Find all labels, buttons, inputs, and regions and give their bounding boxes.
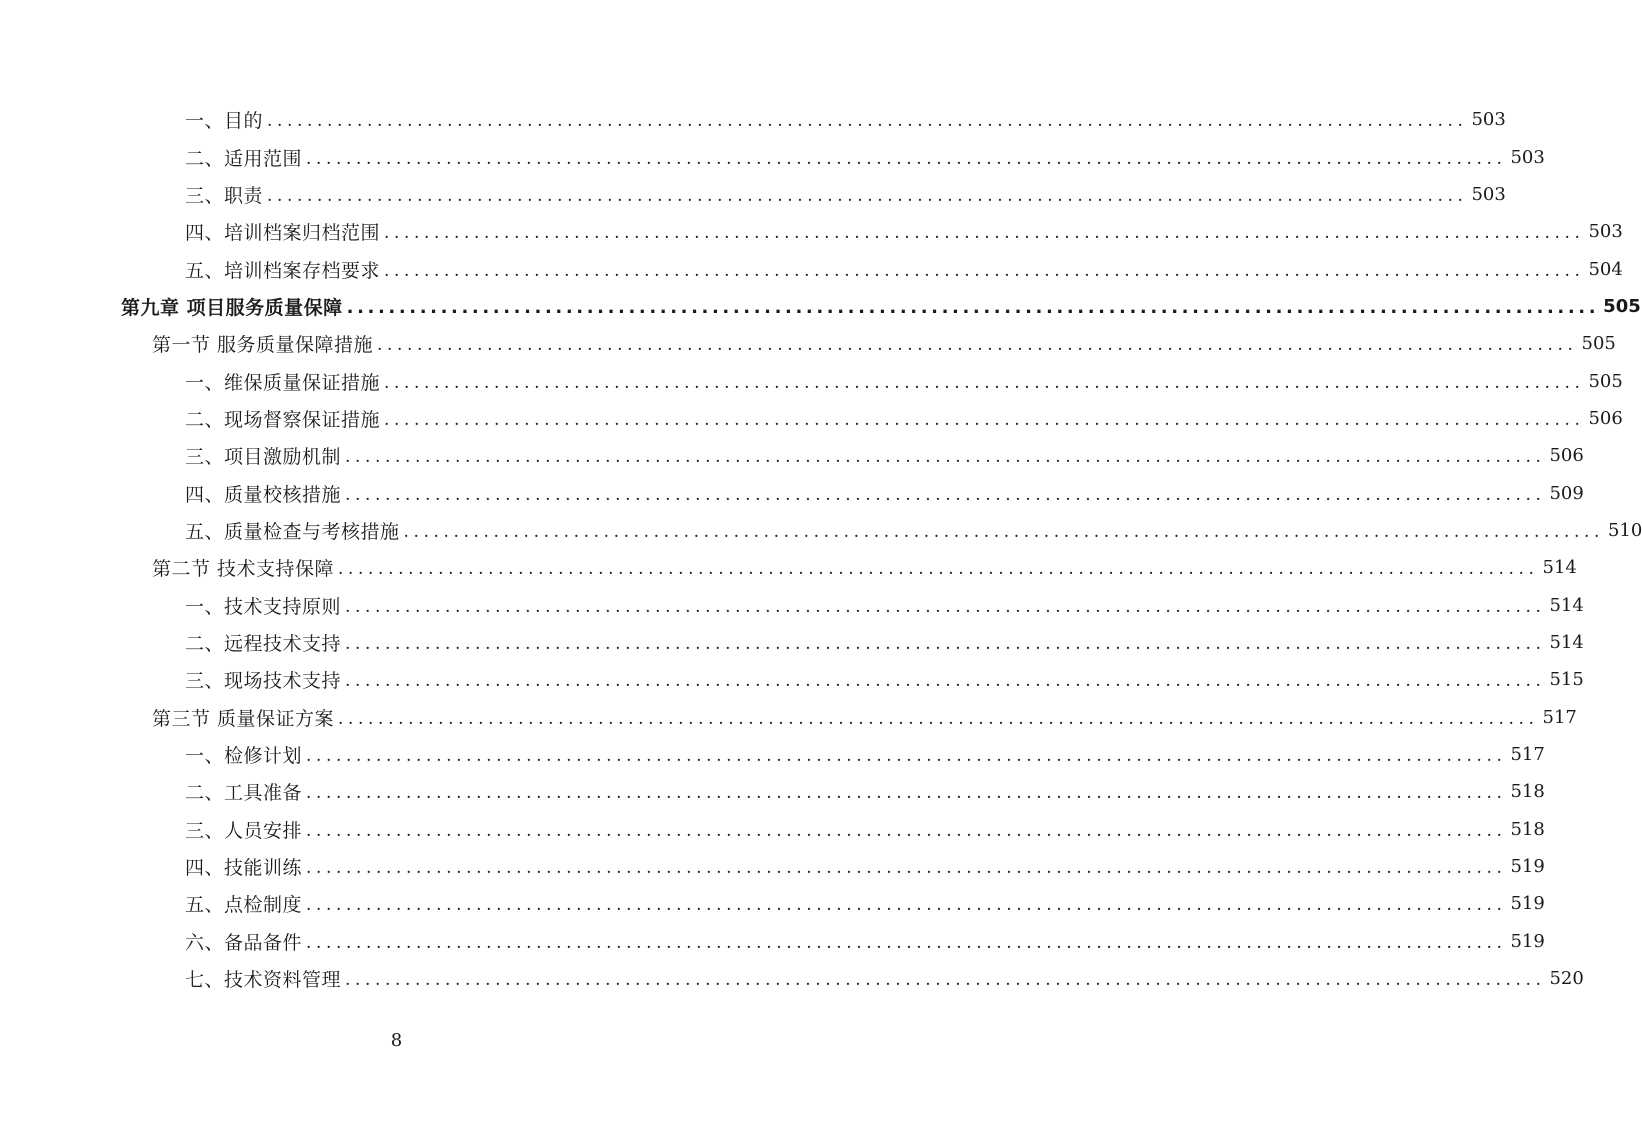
toc-entry-title: 第三节 质量保证方案 — [152, 707, 335, 730]
toc-entry-title: 三、人员安排 — [185, 819, 303, 842]
toc-entry-page: 519 — [1510, 930, 1545, 952]
toc-entry-title: 一、目的 — [185, 110, 264, 133]
toc-dot-leader: ........................................................................................................................ — [403, 521, 1604, 542]
toc-item-entry[interactable] — [0, 624, 1584, 661]
toc-entry-page: 520 — [1549, 968, 1584, 990]
toc-item-entry[interactable] — [0, 811, 1545, 848]
toc-item-entry[interactable] — [0, 474, 1584, 511]
toc-entry-page: 519 — [1510, 893, 1545, 915]
toc-item-entry[interactable] — [0, 138, 1545, 175]
toc-dot-leader: ........................................................................................................................ — [384, 372, 1585, 393]
toc-entry-page: 505 — [1603, 295, 1641, 317]
toc-entry-page: 517 — [1510, 744, 1545, 766]
toc-entry-title: 四、培训档案归档范围 — [185, 222, 381, 245]
toc-item-entry[interactable] — [0, 923, 1545, 960]
toc-item-entry[interactable] — [0, 400, 1623, 437]
toc-dot-leader: ........................................................................................................................ — [267, 111, 1468, 132]
toc-chapter-entry[interactable] — [0, 288, 1641, 325]
toc-item-entry[interactable] — [0, 586, 1584, 623]
toc-entry-page: 506 — [1588, 407, 1623, 429]
toc-entry-title: 二、远程技术支持 — [185, 632, 342, 655]
toc-item-entry[interactable] — [0, 736, 1545, 773]
toc-entry-page: 509 — [1549, 482, 1584, 504]
toc-entry-title: 五、质量检查与考核措施 — [185, 520, 400, 543]
toc-entry-page: 503 — [1588, 221, 1623, 243]
toc-item-entry[interactable] — [0, 661, 1584, 698]
toc-entry-page: 503 — [1471, 109, 1506, 131]
toc-item-entry[interactable] — [0, 512, 1642, 549]
toc-entry-page: 518 — [1510, 818, 1545, 840]
toc-item-entry[interactable] — [0, 848, 1545, 885]
table-of-contents — [0, 101, 1642, 997]
toc-entry-title: 第一节 服务质量保障措施 — [152, 334, 374, 357]
toc-item-entry[interactable] — [0, 176, 1506, 213]
toc-entry-title: 第二节 技术支持保障 — [152, 558, 335, 581]
toc-entry-title: 一、维保质量保证措施 — [185, 371, 381, 394]
toc-dot-leader: ........................................................................................................................ — [346, 297, 1600, 319]
toc-dot-leader: ........................................................................................................................ — [338, 559, 1539, 580]
toc-item-entry[interactable] — [0, 960, 1584, 997]
toc-entry-page: 503 — [1510, 146, 1545, 168]
toc-item-entry[interactable] — [0, 437, 1584, 474]
toc-entry-page: 506 — [1549, 445, 1584, 467]
toc-dot-leader: ........................................................................................................................ — [338, 708, 1539, 729]
toc-entry-title: 七、技术资料管理 — [185, 969, 342, 992]
toc-dot-leader: ........................................................................................................................ — [384, 260, 1585, 281]
toc-entry-page: 504 — [1588, 258, 1623, 280]
toc-item-entry[interactable] — [0, 213, 1623, 250]
toc-dot-leader: ........................................................................................................................ — [306, 783, 1507, 804]
toc-dot-leader: ........................................................................................................................ — [345, 970, 1546, 991]
toc-dot-leader: ........................................................................................................................ — [345, 671, 1546, 692]
toc-dot-leader: ........................................................................................................................ — [306, 858, 1507, 879]
toc-entry-title: 二、适用范围 — [185, 147, 303, 170]
toc-entry-title: 一、检修计划 — [185, 745, 303, 768]
toc-entry-page: 515 — [1549, 669, 1584, 691]
toc-entry-title: 一、技术支持原则 — [185, 595, 342, 618]
toc-dot-leader: ........................................................................................................................ — [306, 746, 1507, 767]
toc-entry-page: 514 — [1549, 594, 1584, 616]
toc-entry-page: 503 — [1471, 183, 1506, 205]
toc-dot-leader: ........................................................................................................................ — [384, 223, 1585, 244]
toc-entry-title: 二、现场督察保证措施 — [185, 408, 381, 431]
toc-section-entry[interactable] — [0, 699, 1577, 736]
toc-dot-leader: ........................................................................................................................ — [267, 185, 1468, 206]
toc-dot-leader: ........................................................................................................................ — [345, 633, 1546, 654]
toc-item-entry[interactable] — [0, 250, 1623, 287]
toc-entry-page: 519 — [1510, 856, 1545, 878]
toc-dot-leader: ........................................................................................................................ — [306, 932, 1507, 953]
toc-entry-page: 505 — [1588, 370, 1623, 392]
toc-dot-leader: ........................................................................................................................ — [345, 484, 1546, 505]
toc-entry-title: 四、质量校核措施 — [185, 483, 342, 506]
toc-dot-leader: ........................................................................................................................ — [306, 148, 1507, 169]
toc-entry-title: 三、项目激励机制 — [185, 446, 342, 469]
toc-entry-page: 518 — [1510, 781, 1545, 803]
toc-entry-page: 510 — [1607, 519, 1642, 541]
toc-section-entry[interactable] — [0, 549, 1577, 586]
toc-entry-title: 第九章 项目服务质量保障 — [121, 296, 343, 319]
toc-dot-leader: ........................................................................................................................ — [384, 409, 1585, 430]
toc-entry-page: 514 — [1542, 557, 1577, 579]
toc-dot-leader: ........................................................................................................................ — [345, 596, 1546, 617]
page-number: 8 — [390, 1030, 403, 1051]
toc-item-entry[interactable] — [0, 773, 1545, 810]
toc-dot-leader: ........................................................................................................................ — [377, 335, 1578, 356]
toc-section-entry[interactable] — [0, 325, 1616, 362]
toc-dot-leader: ........................................................................................................................ — [345, 447, 1546, 468]
toc-entry-title: 二、工具准备 — [185, 782, 303, 805]
toc-entry-title: 六、备品备件 — [185, 931, 303, 954]
toc-entry-title: 三、现场技术支持 — [185, 670, 342, 693]
toc-dot-leader: ........................................................................................................................ — [306, 820, 1507, 841]
toc-entry-title: 五、培训档案存档要求 — [185, 259, 381, 282]
toc-item-entry[interactable] — [0, 885, 1545, 922]
toc-entry-page: 505 — [1581, 333, 1616, 355]
toc-entry-page: 514 — [1549, 631, 1584, 653]
toc-dot-leader: ........................................................................................................................ — [306, 895, 1507, 916]
toc-item-entry[interactable] — [0, 101, 1506, 138]
toc-entry-title: 三、职责 — [185, 184, 264, 207]
toc-item-entry[interactable] — [0, 362, 1623, 399]
toc-entry-title: 五、点检制度 — [185, 894, 303, 917]
toc-entry-title: 四、技能训练 — [185, 857, 303, 880]
toc-entry-page: 517 — [1542, 706, 1577, 728]
